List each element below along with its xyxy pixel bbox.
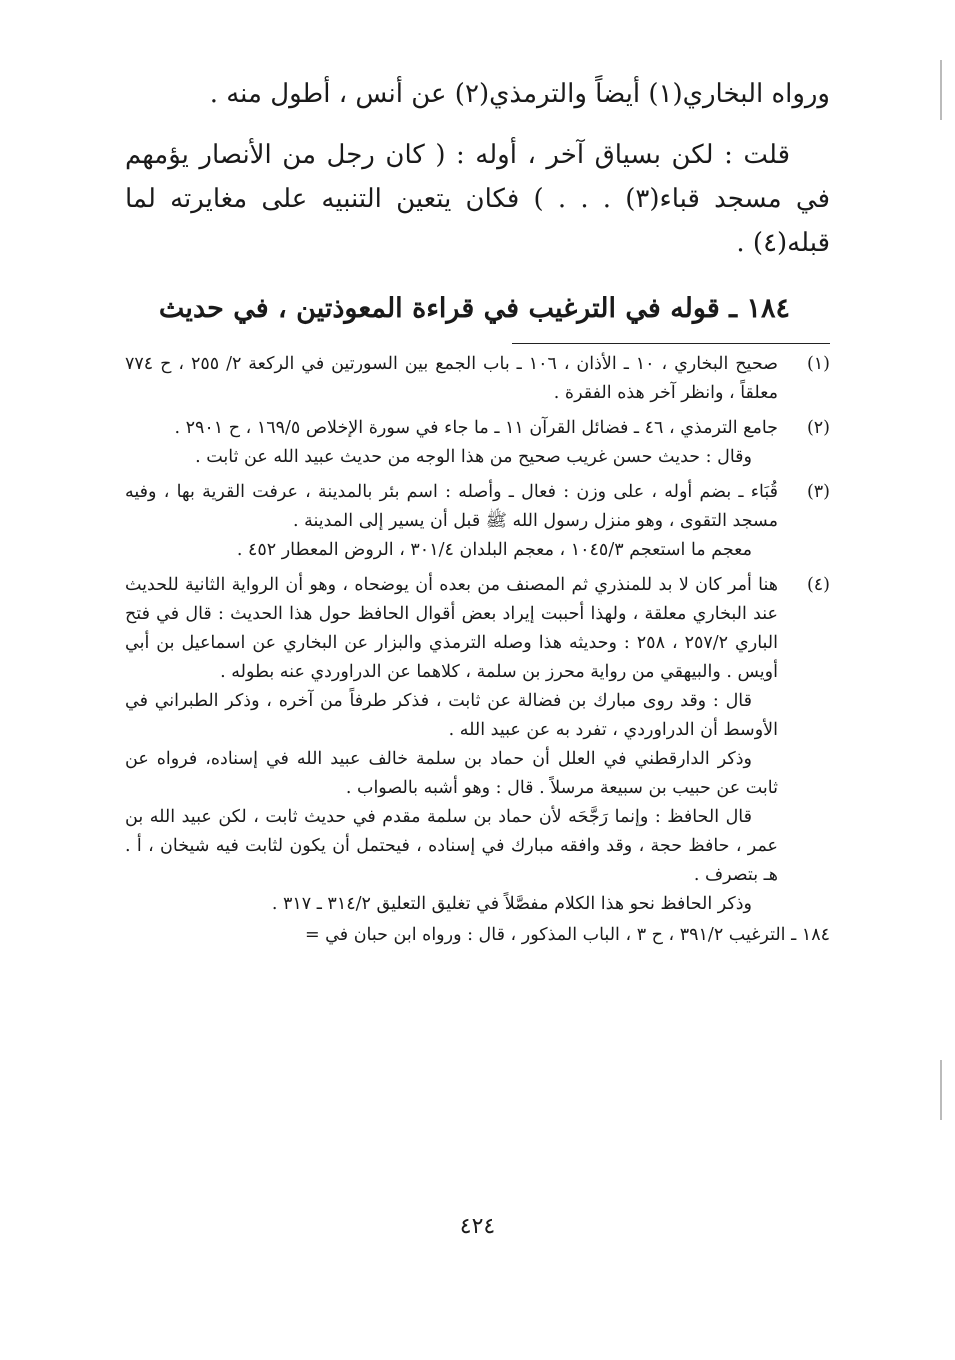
footnotes bbox=[125, 350, 830, 950]
footnote-text: وذكر الدارقطني في العلل أن حماد بن سلمة خالف عبيد الله في إسناده، فرواه عن ثابت عن حبيب بن سبيعة مرسلاً . قال : وهو أشبه بالصواب . bbox=[125, 749, 778, 798]
footnote-number: (٣) bbox=[806, 482, 830, 502]
footnote-text: هنا أمر كان لا بد للمنذري ثم المصنف من بعده أن يوضحاه ، وهو أن الرواية الثانية للحديث عند البخاري معلقة ، ولهذا أحببت إيراد بعض أقوال الحافظ حول هذا الحديث : قال في فتح الباري ٢٥٧/٢ ، ٢٥٨ : وحديثه هذا وصله الترمذي والبزار عن البخاري عن اسماعيل بن أبي أويس . والبيهقي من رواية محرز بن سلمة ، كلاهما عن الدراوردي عنه بطوله . bbox=[125, 575, 779, 682]
main-paragraph-1: ورواه البخاري(١) أيضاً والترمذي(٢) عن أنس ، أطول منه . bbox=[209, 79, 830, 109]
footnote-text: قال : وقد روى مبارك بن فضالة عن ثابت ، فذكر طرفاً من آخره ، وذكر الطبراني في الأوسط أن الدراوردي ، تفرد به عن عبيد الله . bbox=[125, 691, 778, 740]
scan-edge-mark bbox=[940, 1060, 942, 1120]
footnote-3 bbox=[125, 478, 830, 565]
footnote-text: قُبَاء ـ بضم أوله ، على وزن : فعال ـ وأصله : اسم بئر بالمدينة ، عرفت القرية بها ، وفيه مسجد التقوى ، وهو منزل رسول الله ﷺ قبل أن يسير إلى المدينة . bbox=[125, 482, 778, 531]
footnote-text: صحيح البخاري ، ١٠ ـ الأذان ، ١٠٦ ـ باب الجمع بين السورتين في الركعة ٢/ ٢٥٥ ، ح ٧٧٤ معلقاً ، وانظر آخر هذه الفقرة . bbox=[125, 354, 778, 403]
footnote-number: (٤) bbox=[806, 575, 830, 595]
footnote-number: (١) bbox=[806, 354, 830, 374]
footnote-text: قال الحافظ : وإنما رَجَّحَه لأن حماد بن سلمة مقدم في حديث ثابت ، لكن عبيد الله بن عمر ، حافظ حجة ، وقد وافقه مبارك في إسناده ، فيحتمل أن يكون لثابت فيه شيخان ، أ . هـ بتصرف . bbox=[125, 807, 778, 885]
footnote-2 bbox=[125, 414, 830, 472]
page-number: ٤٢٤ bbox=[459, 1214, 496, 1239]
footnote-4 bbox=[125, 571, 830, 919]
footnote-separator bbox=[512, 343, 830, 344]
footnote-text: وقال : حديث حسن غريب صحيح من هذا الوجه من حديث عبيد الله عن ثابت . bbox=[195, 447, 752, 467]
footnote-text: جامع الترمذي ، ٤٦ ـ فضائل القرآن ١١ ـ ما جاء في سورة الإخلاص ١٦٩/٥ ، ح ٢٩٠١ . bbox=[174, 418, 778, 438]
section-heading: ١٨٤ ـ قوله في الترغيب في قراءة المعوذتين ، في حديث bbox=[158, 293, 790, 324]
footnote-continuation: ١٨٤ ـ الترغيب ٣٩١/٢ ، ح ٣ ، الباب المذكور ، قال : ورواه ابن حبان في = bbox=[304, 925, 830, 945]
footnote-number: (٢) bbox=[806, 418, 830, 438]
scan-edge-mark bbox=[940, 60, 942, 120]
main-paragraph-2: قلت : لكن بسياق آخر ، أوله : ( كان رجل من الأنصار يؤمهم في مسجد قباء(٣) . . . ) فكان يتعين التنبيه على مغايرته لما قبله(٤) . bbox=[125, 140, 831, 258]
footnote-text: معجم ما استعجم ١٠٤٥/٣ ، معجم البلدان ٣٠١/٤ ، الروض المعطار ٤٥٢ . bbox=[236, 540, 752, 560]
footnote-1 bbox=[125, 350, 830, 408]
footnote-text: وذكر الحافظ نحو هذا الكلام مفصَّلاً في تغليق التعليق ٣١٤/٢ ـ ٣١٧ . bbox=[271, 894, 752, 914]
